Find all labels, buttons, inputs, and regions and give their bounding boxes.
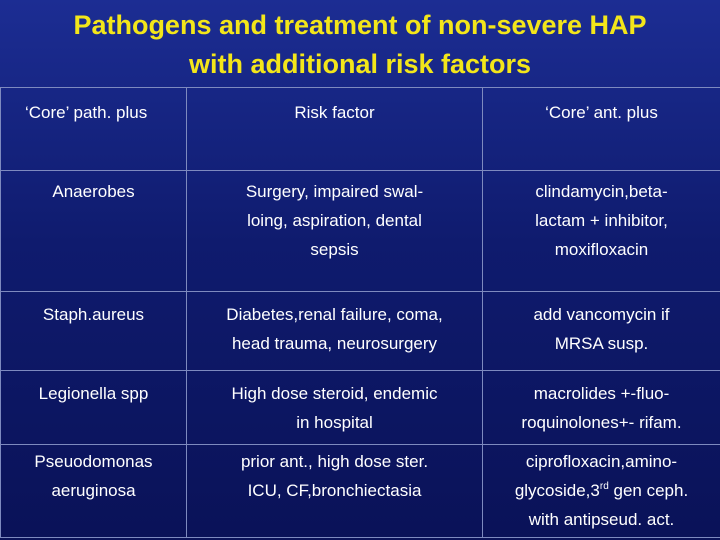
risk-factor-text: High dose steroid, endemic [231,384,438,403]
title-line-2: with additional risk factors [188,49,532,79]
pathogen-table [0,87,720,538]
treatment-cell [483,171,720,292]
title-line-1: Pathogens and treatment of non-severe HAP [73,10,647,40]
pathogen-cell [1,171,187,292]
pathogen-cell [1,445,187,538]
risk-factor-text: Diabetes,renal failure, coma, [226,305,443,324]
treatment-text [489,476,714,505]
pathogen-text: Legionella spp [38,384,149,403]
risk-factor-cell [187,292,483,371]
treatment-text: lactam + inhibitor, [535,211,668,230]
pathogen-text: aeruginosa [51,481,136,500]
pathogen-text: Staph.aureus [42,305,145,324]
treatment-text: clindamycin,beta- [535,182,668,201]
treatment-text: ciprofloxacin,amino- [525,452,678,471]
risk-factor-cell [187,171,483,292]
treatment-cell [483,445,720,538]
slide-title [0,6,720,84]
treatment-text: add vancomycin if [533,305,670,324]
risk-factor-text: ICU, CF,bronchiectasia [247,481,422,500]
table-row [1,371,720,445]
treatment-cell [483,371,720,445]
table-row [1,445,720,538]
ordinal-superscript: rd [599,481,609,492]
table-row [1,171,720,292]
pathogen-text: Pseuodomonas [34,452,153,471]
table-header-row [1,88,720,171]
pathogen-cell [1,292,187,371]
risk-factor-cell [187,445,483,538]
header-core-pathogen: ‘Core’ path. plus [1,88,187,171]
treatment-text-part: glycoside,3 [514,481,600,500]
pathogen-text: Anaerobes [52,182,135,201]
treatment-text: with antipseud. act. [528,510,675,529]
treatment-text-part: gen ceph. [608,481,689,500]
risk-factor-cell [187,371,483,445]
treatment-text: MRSA susp. [554,334,649,353]
risk-factor-text: in hospital [296,413,373,432]
pathogen-cell [1,371,187,445]
treatment-text: macrolides +-fluo- [533,384,670,403]
treatment-text: roquinolones+- rifam. [521,413,682,432]
risk-factor-text: head trauma, neurosurgery [231,334,438,353]
header-core-antibiotic: ‘Core’ ant. plus [483,88,720,171]
risk-factor-text: sepsis [310,240,359,259]
risk-factor-text: prior ant., high dose ster. [240,452,429,471]
risk-factor-text: loing, aspiration, dental [247,211,422,230]
treatment-text: moxifloxacin [554,240,649,259]
header-risk-factor: Risk factor [187,88,483,171]
risk-factor-text: Surgery, impaired swal- [245,182,424,201]
treatment-cell [483,292,720,371]
table-row [1,292,720,371]
